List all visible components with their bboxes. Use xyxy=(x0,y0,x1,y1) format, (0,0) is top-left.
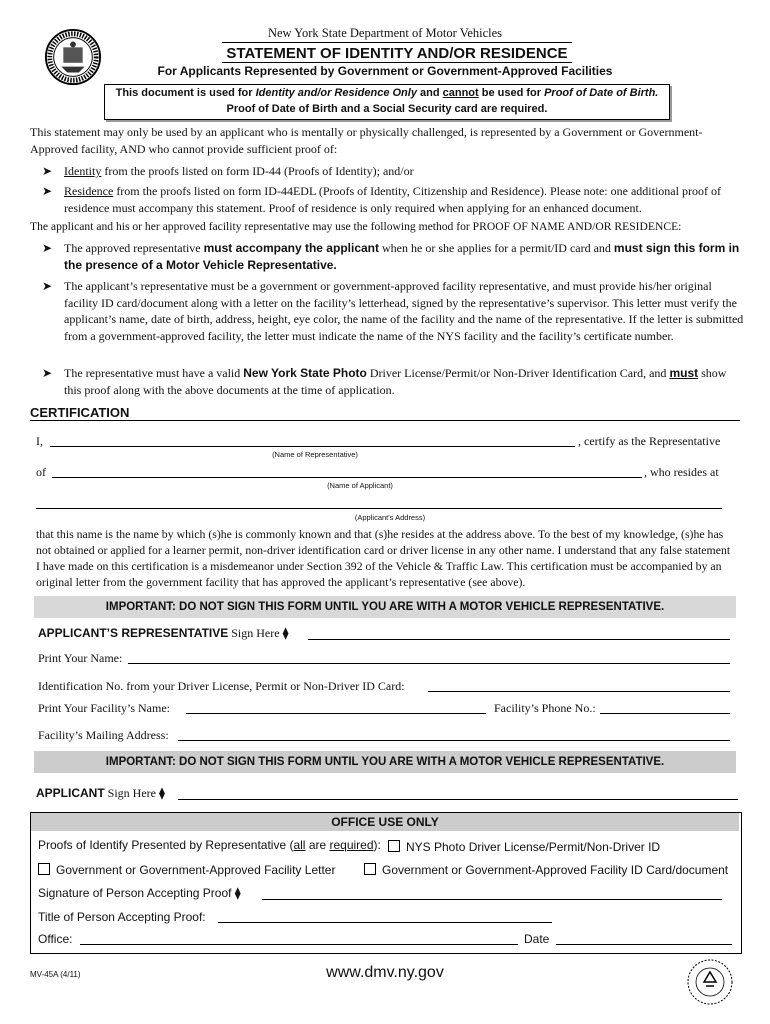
arrow-bullet-icon: ➤ xyxy=(42,164,53,178)
divider xyxy=(30,420,740,421)
representative-name-field[interactable] xyxy=(50,434,575,447)
sign-arrow-icon: ⧫ xyxy=(159,786,165,800)
rule-text: when he or she applies for a permit/ID card and xyxy=(379,241,614,255)
office-text: Signature of Person Accepting Proof xyxy=(38,886,232,900)
rule-bold: New York State Photo xyxy=(243,366,367,380)
office-text: ): xyxy=(373,838,381,852)
important-banner: IMPORTANT: DO NOT SIGN THIS FORM UNTIL YOU ARE WITH A MOTOR VEHICLE REPRESENTATIVE. xyxy=(34,596,736,618)
rep-sign-row xyxy=(38,626,289,641)
rule-bold: must accompany the applicant xyxy=(203,241,379,255)
proof-residence xyxy=(64,183,744,216)
facility-phone-field[interactable] xyxy=(600,701,730,714)
office-signature-field[interactable] xyxy=(262,887,722,900)
facility-name-label: Print Your Facility’s Name: xyxy=(38,701,171,715)
website-url: www.dmv.ny.gov xyxy=(326,964,444,981)
proof-label: Identity xyxy=(64,164,102,178)
facility-name-field[interactable] xyxy=(186,701,486,714)
office-opt-license xyxy=(388,840,660,854)
notice-line2: Proof of Date of Birth and a Social Security card are required. xyxy=(226,103,548,115)
mailing-address-label: Facility’s Mailing Address: xyxy=(38,728,169,742)
office-signature-label xyxy=(38,886,241,900)
checkbox[interactable] xyxy=(38,863,50,875)
arrow-bullet-icon: ➤ xyxy=(42,279,53,293)
rule-photo-id xyxy=(64,365,744,398)
office-date-label: Date xyxy=(524,932,550,946)
rule-text: show this proof along with the above documents at the time of application. xyxy=(64,366,727,397)
sign-here-text: Sign Here xyxy=(107,786,156,800)
office-opt-idcard xyxy=(364,863,728,877)
proof-text: from the proofs listed on form ID-44 (Proofs of Identity); and/or xyxy=(101,164,414,178)
proof-text: from the proofs listed on form ID-44EDL (Proofs of Identity, Citizenship and Residence). Please note: one additional proof of residence must accompany this statement. Proof of residence is only required when applying for an enhanced document. xyxy=(64,184,721,215)
office-office-field[interactable] xyxy=(80,932,518,945)
office-text: required xyxy=(329,838,374,852)
certification-heading: CERTIFICATION xyxy=(30,405,130,420)
proof-label: Residence xyxy=(64,184,114,198)
notice-italic: Identity and/or Residence Only xyxy=(255,87,417,99)
notice-text: be used for xyxy=(478,87,545,99)
office-date-field[interactable] xyxy=(556,932,732,945)
option-label: NYS Photo Driver License/Permit/Non-Driver ID xyxy=(406,840,661,854)
office-title-field[interactable] xyxy=(218,910,552,923)
office-proofs-label xyxy=(38,838,381,852)
arrow-bullet-icon: ➤ xyxy=(42,184,53,198)
rule-accompany xyxy=(64,240,744,273)
rule-bold: must sign this form in the presence of a Motor Vehicle Representative. xyxy=(64,241,740,272)
mailing-address-field[interactable] xyxy=(178,728,730,741)
option-label: Government or Government-Approved Facility ID Card/document xyxy=(382,863,729,877)
arrow-bullet-icon: ➤ xyxy=(42,366,53,380)
rep-signature-field[interactable] xyxy=(308,627,730,640)
id-number-label: Identification No. from your Driver License, Permit or Non-Driver ID Card: xyxy=(38,679,405,693)
notice-text: and xyxy=(416,87,443,99)
notice-box xyxy=(104,84,670,120)
checkbox[interactable] xyxy=(364,863,376,875)
rule-text: Driver License/Permit/or Non-Driver Identification Card, and xyxy=(366,366,670,380)
cert-resides-text: , who resides at xyxy=(644,465,719,479)
print-name-label: Print Your Name: xyxy=(38,651,123,665)
sign-here-text: Sign Here xyxy=(231,626,280,640)
arrow-bullet-icon: ➤ xyxy=(42,241,53,255)
office-text: are xyxy=(305,838,330,852)
important-banner: IMPORTANT: DO NOT SIGN THIS FORM UNTIL YOU ARE WITH A MOTOR VEHICLE REPRESENTATIVE. xyxy=(34,751,736,773)
rule-representative: The applicant’s representative must be a government or government-approved facility representative, and must provide his/her original facility ID card/document along with a letter on the facility’s letterhead, signed by the representative’s supervisor. This letter must verify the applicant’s name, date of birth, address, height, eye color, the name of the facility and the name of the representative. If the letter is submitted from a government-approved facility, the letter must indicate the name of the NYS facility and the facility’s certificate number. xyxy=(64,279,744,343)
caption-address: (Applicant's Address) xyxy=(354,513,426,522)
form-number: MV-45A (4/11) xyxy=(30,970,81,979)
office-use-heading: OFFICE USE ONLY xyxy=(31,813,739,831)
method-intro: The applicant and his or her approved facility representative may use the following method for PROOF OF NAME AND/OR RESIDENCE: xyxy=(30,220,682,233)
cert-i-label: I, xyxy=(36,434,43,448)
notice-text: This document is used for xyxy=(115,87,256,99)
checkbox[interactable] xyxy=(388,840,400,852)
print-name-field[interactable] xyxy=(128,651,730,664)
cert-certify-text: , certify as the Representative xyxy=(578,434,721,448)
id-number-field[interactable] xyxy=(428,679,730,692)
applicant-sign-row xyxy=(36,786,165,801)
facility-phone-label: Facility’s Phone No.: xyxy=(494,701,596,715)
notice-italic: Proof of Date of Birth. xyxy=(544,87,659,99)
rule-text: The approved representative xyxy=(64,241,204,255)
office-title-label: Title of Person Accepting Proof: xyxy=(38,910,206,924)
office-opt-letter xyxy=(38,863,335,877)
page-subtitle: For Applicants Represented by Government or Government-Approved Facilities xyxy=(157,64,613,78)
certification-statement: that this name is the name by which (s)he is commonly known and that (s)he resides at the address above. To the best of my knowledge, (s)he has not obtained or applied for a learner permit, non-driver identification card or driver license in any other name. I understand that any false statement I have made on this certification is a misdemeanor under Section 392 of the Vehicle & Traffic Law. This certification must be accompanied by an original letter from the government facility that has approved the applicant’s representative (see above). xyxy=(36,527,731,589)
office-text: Proofs of Identify Presented by Representative ( xyxy=(38,838,294,852)
proof-identity xyxy=(64,163,744,180)
applicant-signature-field[interactable] xyxy=(178,787,738,800)
applicant-label: APPLICANT xyxy=(36,786,105,800)
applicant-name-field[interactable] xyxy=(52,465,642,478)
sign-arrow-icon: ⧫ xyxy=(234,886,241,900)
caption-representative: (Name of Representative) xyxy=(272,450,358,459)
page-title: STATEMENT OF IDENTITY AND/OR RESIDENCE xyxy=(222,42,572,63)
department-name: New York State Department of Motor Vehicles xyxy=(267,26,503,40)
recycle-logo xyxy=(686,958,734,1006)
intro-paragraph: This statement may only be used by an applicant who is mentally or physically challenged, is represented by a Government or Government-Approved facility, AND who cannot provide sufficient proof of: xyxy=(30,125,703,156)
rule-text: The representative must have a valid xyxy=(64,366,244,380)
option-label: Government or Government-Approved Facility Letter xyxy=(56,863,336,877)
applicant-address-field[interactable] xyxy=(36,496,722,509)
notice-cannot: cannot xyxy=(442,87,479,99)
office-text: all xyxy=(293,838,306,852)
rule-bold: must xyxy=(669,366,699,380)
rep-label: APPLICANT’S REPRESENTATIVE xyxy=(38,626,229,640)
sign-arrow-icon: ⧫ xyxy=(282,626,289,640)
office-office-label: Office: xyxy=(38,932,73,946)
cert-of-label: of xyxy=(36,465,46,479)
caption-applicant: (Name of Applicant) xyxy=(327,481,393,490)
